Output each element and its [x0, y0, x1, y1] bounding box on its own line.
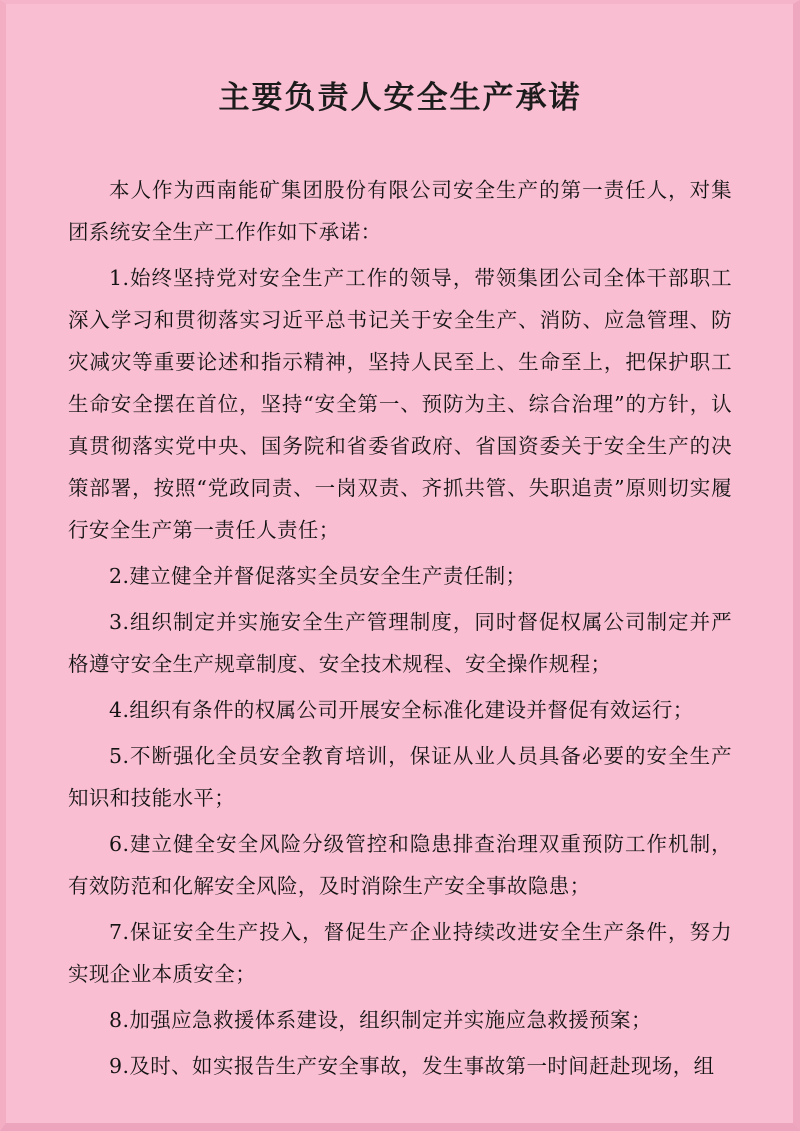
- paragraph: 8.加强应急救援体系建设，组织制定并实施应急救援预案；: [109, 1008, 652, 1032]
- paragraph: 9.及时、如实报告生产安全事故，发生事故第一时间赶赴现场，组: [109, 1054, 715, 1078]
- paragraph: 6.建立健全安全风险分级管控和隐患排查治理双重预防工作机制，有效防范和化解安全风险，及时消除生产安全事故隐患；: [68, 832, 732, 898]
- paragraph: 5.不断强化全员安全教育培训，保证从业人员具备必要的安全生产知识和技能水平；: [68, 744, 732, 810]
- document-body: [68, 169, 732, 1087]
- paragraph: 1.始终坚持党对安全生产工作的领导，带领集团公司全体干部职工深入学习和贯彻落实习近平总书记关于安全生产、消防、应急管理、防灾减灾等重要论述和指示精神，坚持人民至上、生命至上，把保护职工生命安全摆在首位，坚持“安全第一、预防为主、综合治理”的方针，认真贯彻落实党中央、国务院和省委省政府、省国资委关于安全生产的决策部署，按照“党政同责、一岗双责、齐抓共管、失职追责”原则切实履行安全生产第一责任人责任；: [68, 266, 732, 542]
- page-title: 主要负责人安全生产承诺: [218, 80, 582, 116]
- paragraph: 3.组织制定并实施安全生产管理制度，同时督促权属公司制定并严格遵守安全生产规章制度、安全技术规程、安全操作规程；: [68, 610, 732, 676]
- paragraph: 本人作为西南能矿集团股份有限公司安全生产的第一责任人，对集团系统安全生产工作作如下承诺：: [68, 178, 732, 244]
- paragraph: 7.保证安全生产投入，督促生产企业持续改进安全生产条件，努力实现企业本质安全；: [68, 920, 732, 986]
- paragraph: 4.组织有条件的权属公司开展安全标准化建设并督促有效运行；: [109, 698, 694, 722]
- paragraph: 2.建立健全并督促落实全员安全生产责任制；: [109, 564, 527, 588]
